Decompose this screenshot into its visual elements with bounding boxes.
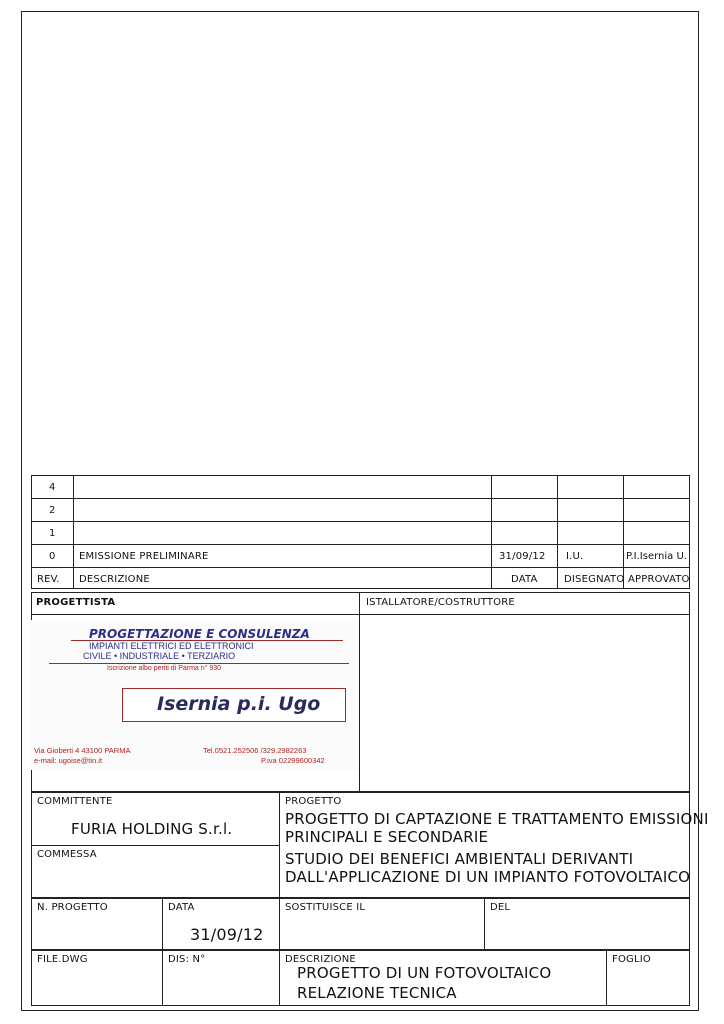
progetto-line-3: STUDIO DEI BENEFICI AMBIENTALI DERIVANTI [285, 850, 634, 868]
header-descrizione: DESCRIZIONE [79, 574, 150, 585]
descrizione-label: DESCRIZIONE [285, 954, 356, 965]
header-disegnato: DISEGNATO [564, 574, 625, 585]
header-data: DATA [511, 574, 538, 585]
header-approvato: APPROVATO [628, 574, 690, 585]
rev-number: 2 [49, 505, 56, 516]
dis-n-label: DIS: N° [168, 954, 206, 965]
descrizione-line-1: PROGETTO DI UN FOTOVOLTAICO [297, 964, 552, 982]
committente-label: COMMITTENTE [37, 796, 113, 807]
sostituisce-label: SOSTITUISCE IL [285, 902, 366, 913]
progetto-line-2: PRINCIPALI E SECONDARIE [285, 828, 489, 846]
data-value: 31/09/12 [190, 925, 264, 944]
stamp-line-1: PROGETTAZIONE E CONSULENZA [89, 627, 310, 641]
installatore-label: ISTALLATORE/COSTRUTTORE [366, 597, 515, 608]
rev-description: EMISSIONE PRELIMINARE [79, 551, 209, 562]
stamp-tel: Tel.0521.252506 /329.2982263 [203, 746, 307, 755]
commessa-label: COMMESSA [37, 849, 97, 860]
progettista-label: PROGETTISTA [36, 597, 116, 608]
stamp-line-4: Iscrizione albo periti di Parma n° 930 [107, 665, 222, 672]
rev-number: 0 [49, 551, 56, 562]
stamp-name: Isernia p.i. Ugo [157, 693, 321, 715]
progetto-line-1: PROGETTO DI CAPTAZIONE E TRATTAMENTO EMISSIONI [285, 810, 709, 828]
rev-date: 31/09/12 [499, 551, 546, 562]
designer-stamp [31, 620, 359, 770]
rev-number: 4 [49, 482, 56, 493]
stamp-name-box [122, 688, 346, 722]
del-label: DEL [490, 902, 511, 913]
stamp-line-2: IMPIANTI ELETTRICI ED ELETTRONICI [89, 641, 254, 651]
revision-table [31, 475, 690, 589]
progetto-label: PROGETTO [285, 796, 342, 807]
progetto-line-4: DALL'APPLICAZIONE DI UN IMPIANTO FOTOVOLTAICO [285, 868, 691, 886]
stamp-line-3: CIVILE • INDUSTRIALE • TERZIARIO [83, 651, 236, 661]
descrizione-line-2: RELAZIONE TECNICA [297, 984, 457, 1002]
rev-number: 1 [49, 528, 56, 539]
data-label: DATA [168, 902, 195, 913]
file-dwg-label: FILE.DWG [37, 954, 88, 965]
stamp-email: e-mail: ugoise@tin.it [34, 756, 103, 765]
rev-drawn-by: I.U. [566, 551, 584, 562]
header-rev: REV. [37, 574, 60, 585]
n-progetto-label: N. PROGETTO [37, 902, 108, 913]
committente-value: FURIA HOLDING S.r.l. [71, 820, 233, 838]
stamp-address: Via Gioberti 4 43100 PARMA [34, 746, 131, 755]
rev-approved-by: P.I.Isernia U. [626, 551, 687, 562]
foglio-label: FOGLIO [612, 954, 651, 965]
stamp-piva: P.iva 02299600342 [261, 756, 325, 765]
